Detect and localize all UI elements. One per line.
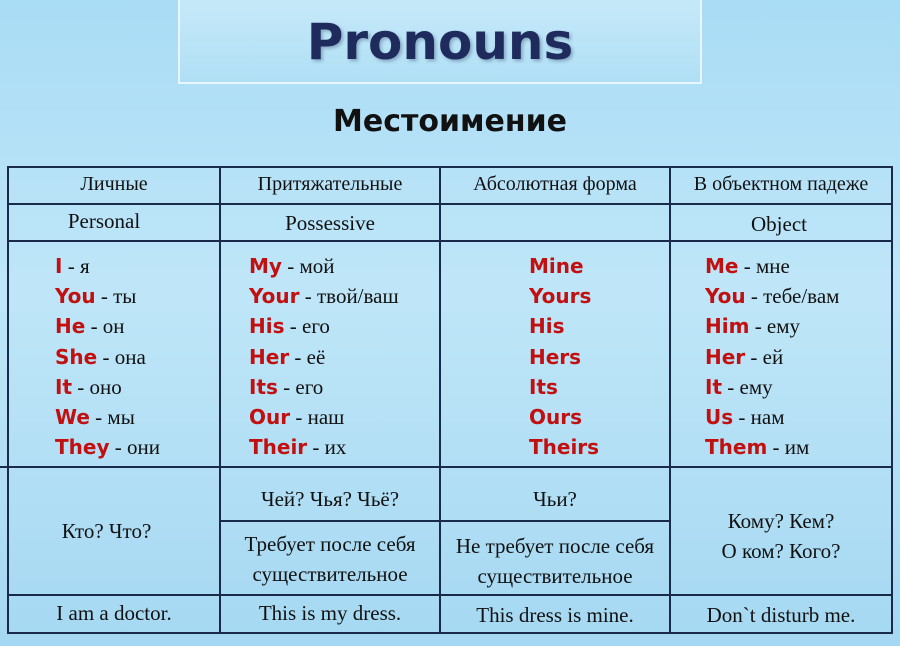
col-header-object-ru: В объектном падеже [693, 173, 869, 195]
question-object: Кому? Кем? О ком? Кого? [721, 509, 841, 563]
list-item: Our - наш [249, 405, 345, 430]
personal-list [55, 251, 160, 462]
table-border-left [7, 166, 9, 634]
list-item: My - мой [249, 254, 335, 278]
list-item: He - он [55, 314, 125, 339]
list-item: Us - нам [705, 405, 785, 430]
list-item: His [529, 314, 565, 339]
col-header-personal-ru: Личные [80, 173, 148, 195]
example-personal: I am a doctor. [56, 601, 172, 625]
requirement-absolute: Не требует после себя существительное [455, 534, 655, 588]
page-subtitle: Местоимение [333, 104, 567, 139]
list-item: Yours [529, 284, 592, 309]
question-absolute: Чьи? [533, 487, 577, 511]
example-object: Don`t disturb me. [706, 603, 856, 627]
list-item: You - ты [55, 284, 137, 309]
list-item: Her - ей [705, 344, 784, 369]
table-border-bottom [7, 632, 893, 634]
list-item: Their - их [249, 435, 347, 460]
list-item: I - я [55, 254, 90, 278]
list-item: Mine [529, 254, 584, 278]
list-item: Hers [529, 344, 582, 369]
list-item: Me - мне [705, 254, 790, 278]
list-item: Your - твой/ваш [249, 284, 399, 309]
col-header-absolute-ru: Абсолютная форма [473, 173, 637, 195]
requirement-possessive: Требует после себя существительное [244, 532, 416, 586]
list-item: Them - им [705, 435, 810, 460]
list-item: Him - ему [705, 314, 801, 339]
question-separator [219, 520, 671, 522]
list-item: They - они [55, 435, 160, 460]
col-header-possessive-ru: Притяжательные [257, 173, 403, 195]
list-item: Her - её [249, 344, 326, 369]
absolute-list [529, 251, 599, 462]
list-item: She - она [55, 344, 146, 369]
question-personal: Кто? Что? [61, 519, 152, 543]
list-item: Its - его [249, 374, 324, 399]
subheader-separator [7, 240, 893, 242]
table-border-top [7, 166, 893, 168]
list-item: We - мы [55, 405, 135, 430]
example-separator [7, 594, 893, 596]
example-absolute: This dress is mine. [476, 603, 634, 627]
list-item: Ours [529, 405, 583, 430]
col-header-object-en: Object [751, 212, 807, 236]
header-separator [7, 203, 893, 205]
col-header-personal-en: Personal [67, 209, 141, 233]
table-border-right [891, 166, 893, 634]
possessive-list [249, 251, 399, 462]
question-possessive: Чей? Чья? Чьё? [260, 487, 400, 511]
list-separator [0, 466, 893, 468]
object-list [705, 251, 839, 462]
list-item: You - тебе/вам [705, 284, 840, 309]
list-item: Its [529, 374, 558, 399]
page-title: Pronouns [306, 13, 574, 71]
list-item: His - его [249, 314, 330, 339]
list-item: Theirs [529, 435, 600, 460]
list-item: It - ему [705, 374, 773, 399]
title-banner [178, 0, 702, 84]
list-item: It - оно [55, 374, 122, 399]
example-possessive: This is my dress. [258, 601, 402, 625]
col-header-possessive-en: Possessive [285, 211, 375, 235]
